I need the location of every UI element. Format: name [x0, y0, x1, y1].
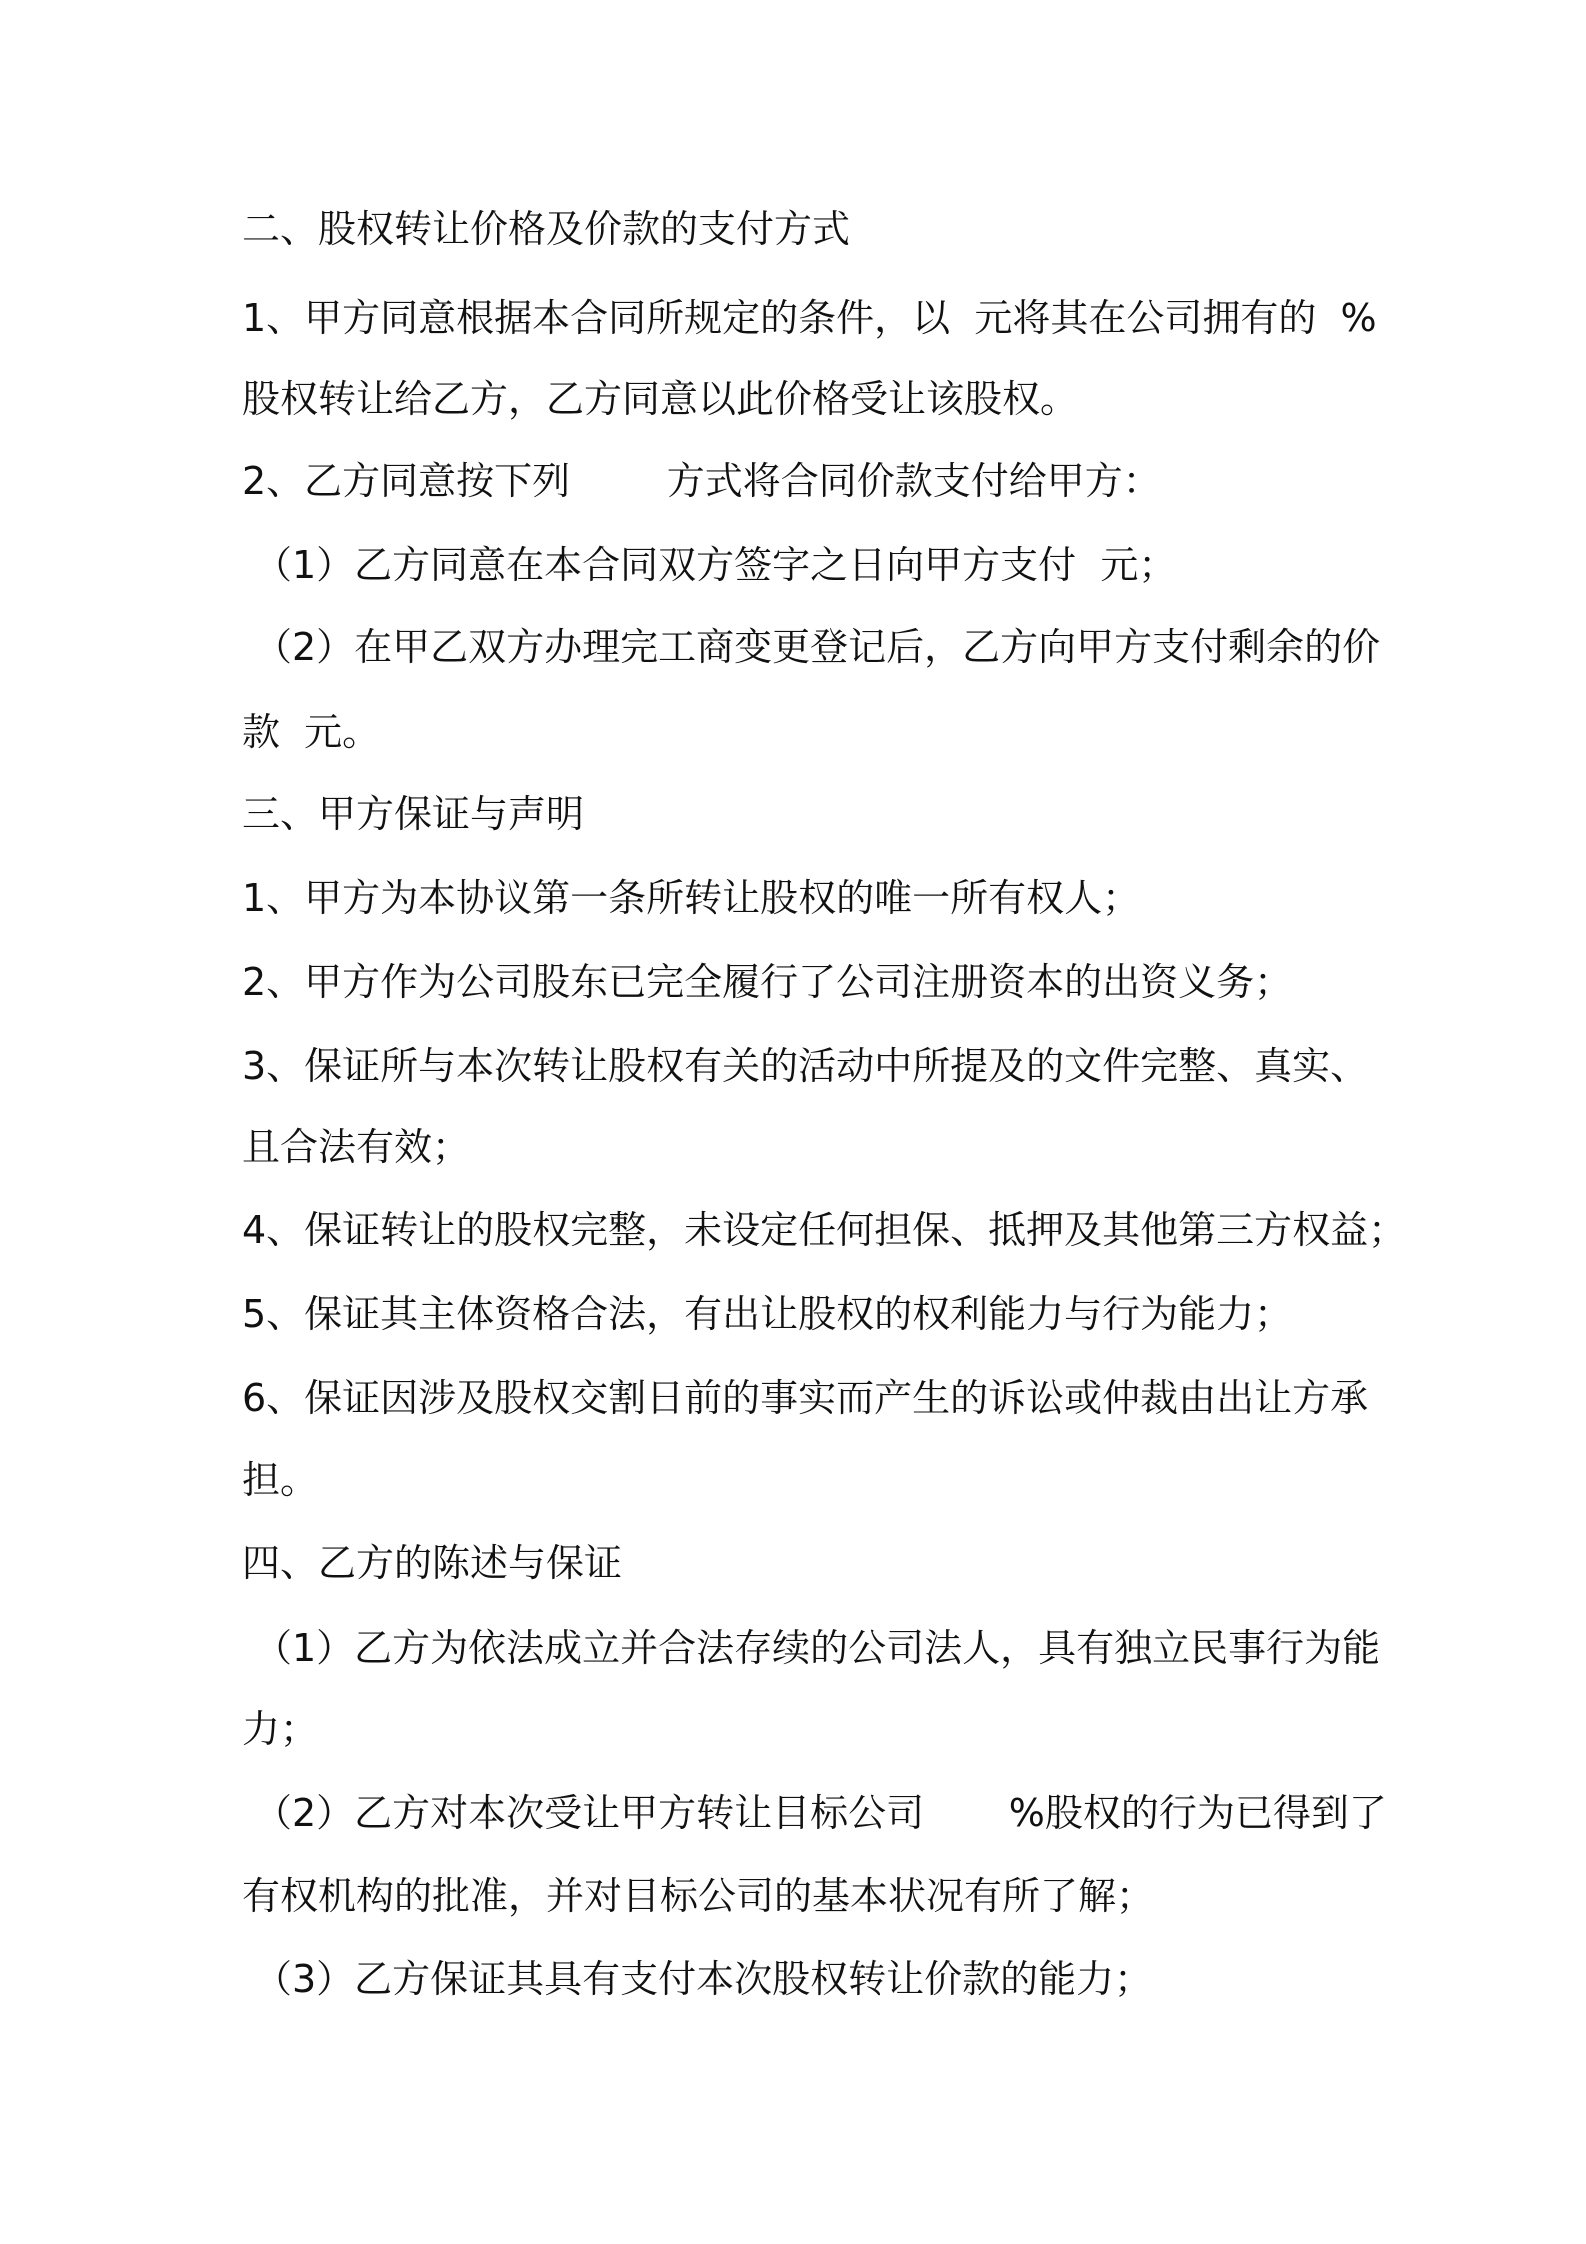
clause-3-1: 1、甲方为本协议第一条所转让股权的唯一所有权人； [242, 876, 1141, 920]
clause-3-4: 4、保证转让的股权完整，未设定任何担保、抵押及其他第三方权益； [242, 1208, 1407, 1252]
clause-2-1-line-2: 股权转让给乙方，乙方同意以此价格受让该股权。 [242, 377, 1079, 421]
clause-3-2: 2、甲方作为公司股东已完全履行了公司注册资本的出资义务； [242, 960, 1293, 1004]
clause-4-item-2-line-2: 有权机构的批准，并对目标公司的基本状况有所了解； [242, 1874, 1155, 1918]
clause-4-item-1-line-2: 力； [242, 1707, 319, 1751]
clause-2-2-item-1: （1）乙方同意在本合同双方签字之日向甲方支付 元； [254, 543, 1177, 587]
clause-3-5: 5、保证其主体资格合法，有出让股权的权利能力与行为能力； [242, 1292, 1293, 1336]
clause-2-2: 2、乙方同意按下列 方式将合同价款支付给甲方： [242, 459, 1161, 503]
clause-2-2-item-2-line-1: （2）在甲乙双方办理完工商变更登记后，乙方向甲方支付剩余的价 [254, 625, 1381, 669]
clause-2-1-line-1: 1、甲方同意根据本合同所规定的条件，以 元将其在公司拥有的 % [242, 296, 1377, 340]
clause-2-2-item-2-line-2: 款 元。 [242, 710, 381, 754]
clause-4-item-2-line-1: （2）乙方对本次受让甲方转让目标公司 %股权的行为已得到了 [254, 1791, 1387, 1835]
clause-3-3-line-1: 3、保证所与本次转让股权有关的活动中所提及的文件完整、真实、 [242, 1044, 1369, 1088]
clause-3-6-line-1: 6、保证因涉及股权交割日前的事实而产生的诉讼或仲裁由出让方承 [242, 1376, 1369, 1420]
section-4-heading: 四、乙方的陈述与保证 [242, 1541, 623, 1585]
section-3-heading: 三、甲方保证与声明 [242, 792, 585, 836]
clause-3-6-line-2: 担。 [242, 1458, 319, 1502]
clause-4-item-1-line-1: （1）乙方为依法成立并合法存续的公司法人，具有独立民事行为能 [254, 1626, 1381, 1670]
clause-4-item-3: （3）乙方保证其具有支付本次股权转让价款的能力； [254, 1957, 1153, 2001]
section-2-heading: 二、股权转让价格及价款的支付方式 [242, 207, 851, 251]
clause-3-3-line-2: 且合法有效； [242, 1125, 471, 1169]
